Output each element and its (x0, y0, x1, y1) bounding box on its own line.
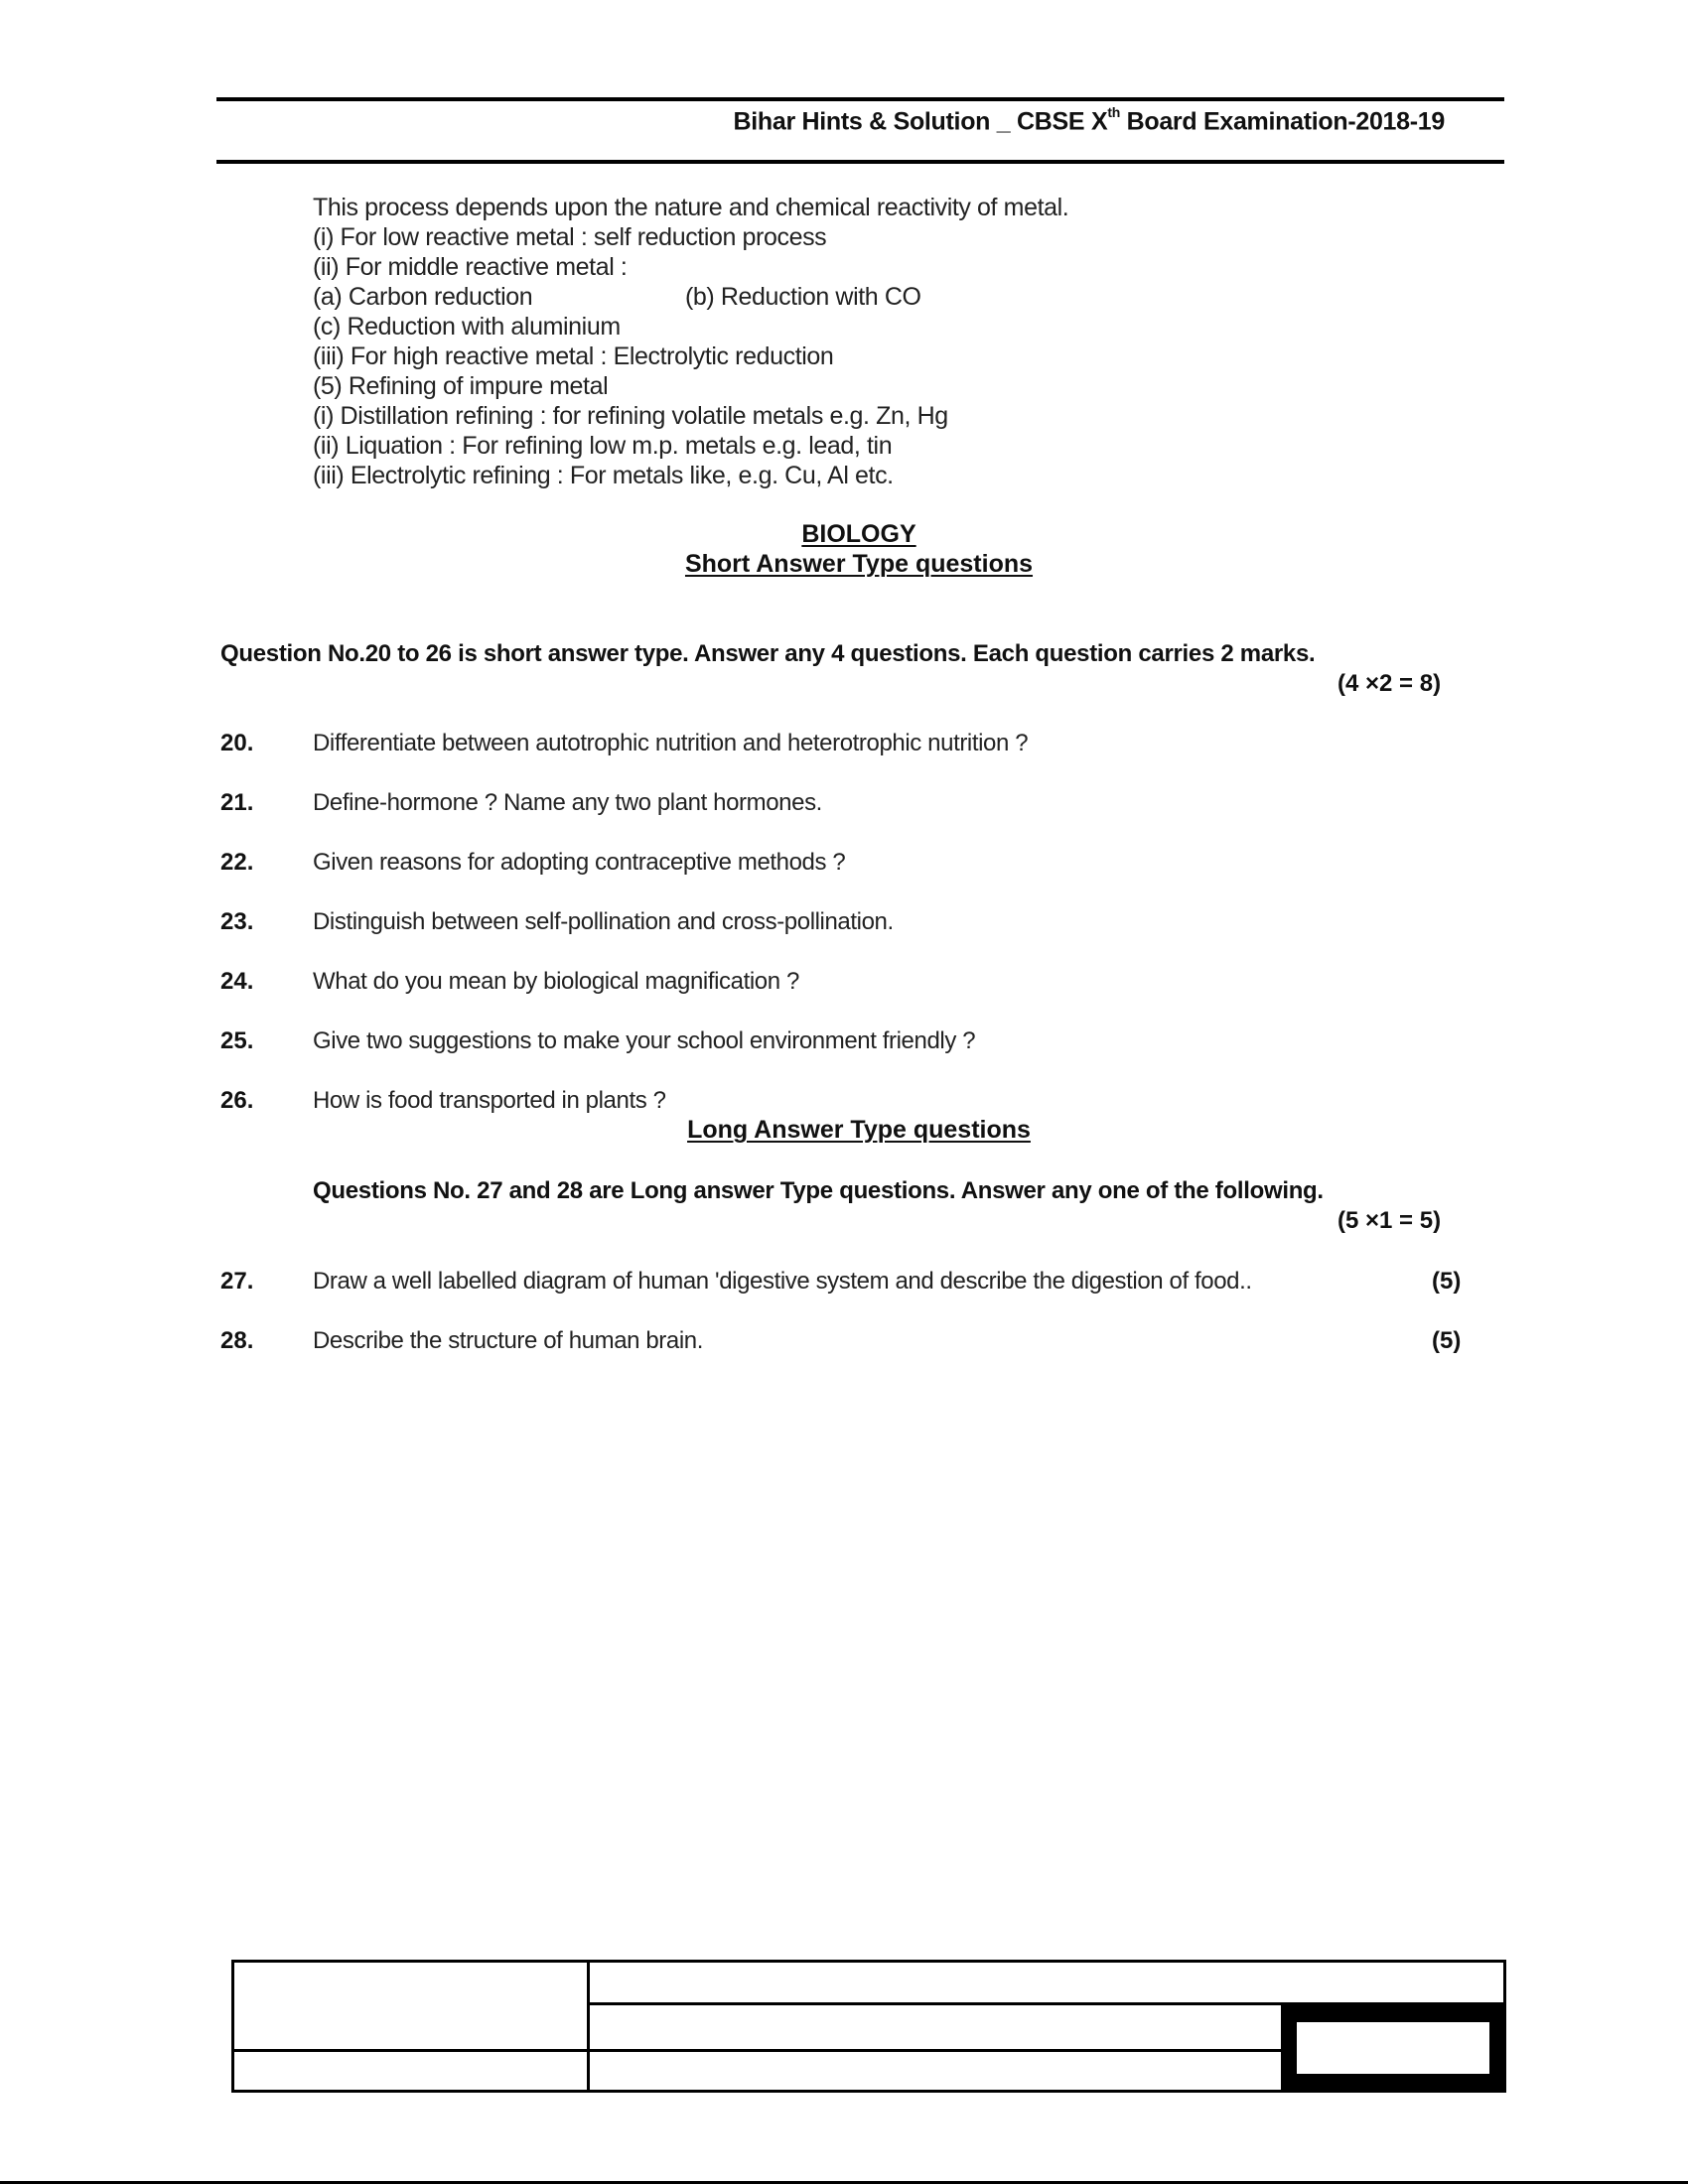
header-title-sup: th (1107, 104, 1120, 120)
question-text: Give two suggestions to make your school environment friendly ? (313, 1027, 976, 1054)
question-text: Describe the structure of human brain. (313, 1327, 703, 1354)
para-line: (5) Refining of impure metal (313, 372, 609, 400)
para-line: (ii) Liquation : For refining low m.p. metals e.g. lead, tin (313, 432, 893, 460)
question-number: 27. (220, 1268, 254, 1295)
question-text: Given reasons for adopting contraceptive methods ? (313, 849, 846, 876)
para-line: (a) Carbon reduction (313, 283, 533, 311)
footer-table-row-divider-lower (231, 2049, 1284, 2052)
short-answer-instructions: Question No.20 to 26 is short answer type. Answer any 4 questions. Each question carries 2 marks. (220, 640, 1316, 667)
question-text: Differentiate between autotrophic nutrition and heterotrophic nutrition ? (313, 730, 1029, 756)
question-text: Distinguish between self-pollination and cross-pollination. (313, 908, 894, 935)
question-marks: (5) (1432, 1327, 1462, 1354)
long-answer-heading: Long Answer Type questions (687, 1116, 1031, 1144)
question-text: Draw a well labelled diagram of human 'digestive system and describe the digestion of food.. (313, 1268, 1252, 1295)
question-number: 23. (220, 908, 254, 935)
para-line: (iii) Electrolytic refining : For metals like, e.g. Cu, Al etc. (313, 462, 894, 489)
para-line: (iii) For high reactive metal : Electrolytic reduction (313, 342, 834, 370)
footer-black-box-inner (1297, 2022, 1489, 2074)
question-marks: (5) (1432, 1268, 1462, 1295)
long-answer-marks: (5 ×1 = 5) (1337, 1207, 1442, 1234)
question-text: How is food transported in plants ? (313, 1087, 666, 1114)
header-bottom-rule (216, 160, 1504, 164)
short-answer-heading: Short Answer Type questions (684, 550, 1034, 578)
section-title-biology: BIOLOGY (801, 520, 916, 548)
question-number: 21. (220, 789, 254, 816)
para-line: (i) For low reactive metal : self reduction process (313, 223, 827, 251)
question-number: 22. (220, 849, 254, 876)
para-line: (c) Reduction with aluminium (313, 313, 621, 341)
question-text: Define-hormone ? Name any two plant hormones. (313, 789, 822, 816)
para-line: (i) Distillation refining : for refining volatile metals e.g. Zn, Hg (313, 402, 948, 430)
footer-table-col-divider (587, 1960, 590, 2090)
short-answer-marks: (4 ×2 = 8) (1337, 670, 1442, 697)
question-number: 24. (220, 968, 254, 995)
header-title-suffix: Board Examination-2018-19 (1119, 107, 1445, 136)
question-text: What do you mean by biological magnification ? (313, 968, 799, 995)
header-title-prefix: Bihar Hints & Solution _ CBSE X (733, 107, 1108, 136)
header-top-rule (216, 97, 1504, 101)
page-header-title (733, 104, 1445, 136)
question-number: 28. (220, 1327, 254, 1354)
question-number: 25. (220, 1027, 254, 1054)
long-answer-instructions: Questions No. 27 and 28 are Long answer Type questions. Answer any one of the following. (313, 1177, 1324, 1204)
para-line: (ii) For middle reactive metal : (313, 253, 628, 281)
para-line: This process depends upon the nature and chemical reactivity of metal. (313, 194, 1069, 221)
question-number: 20. (220, 730, 254, 756)
question-number: 26. (220, 1087, 254, 1114)
para-line-b: (b) Reduction with CO (685, 283, 921, 311)
